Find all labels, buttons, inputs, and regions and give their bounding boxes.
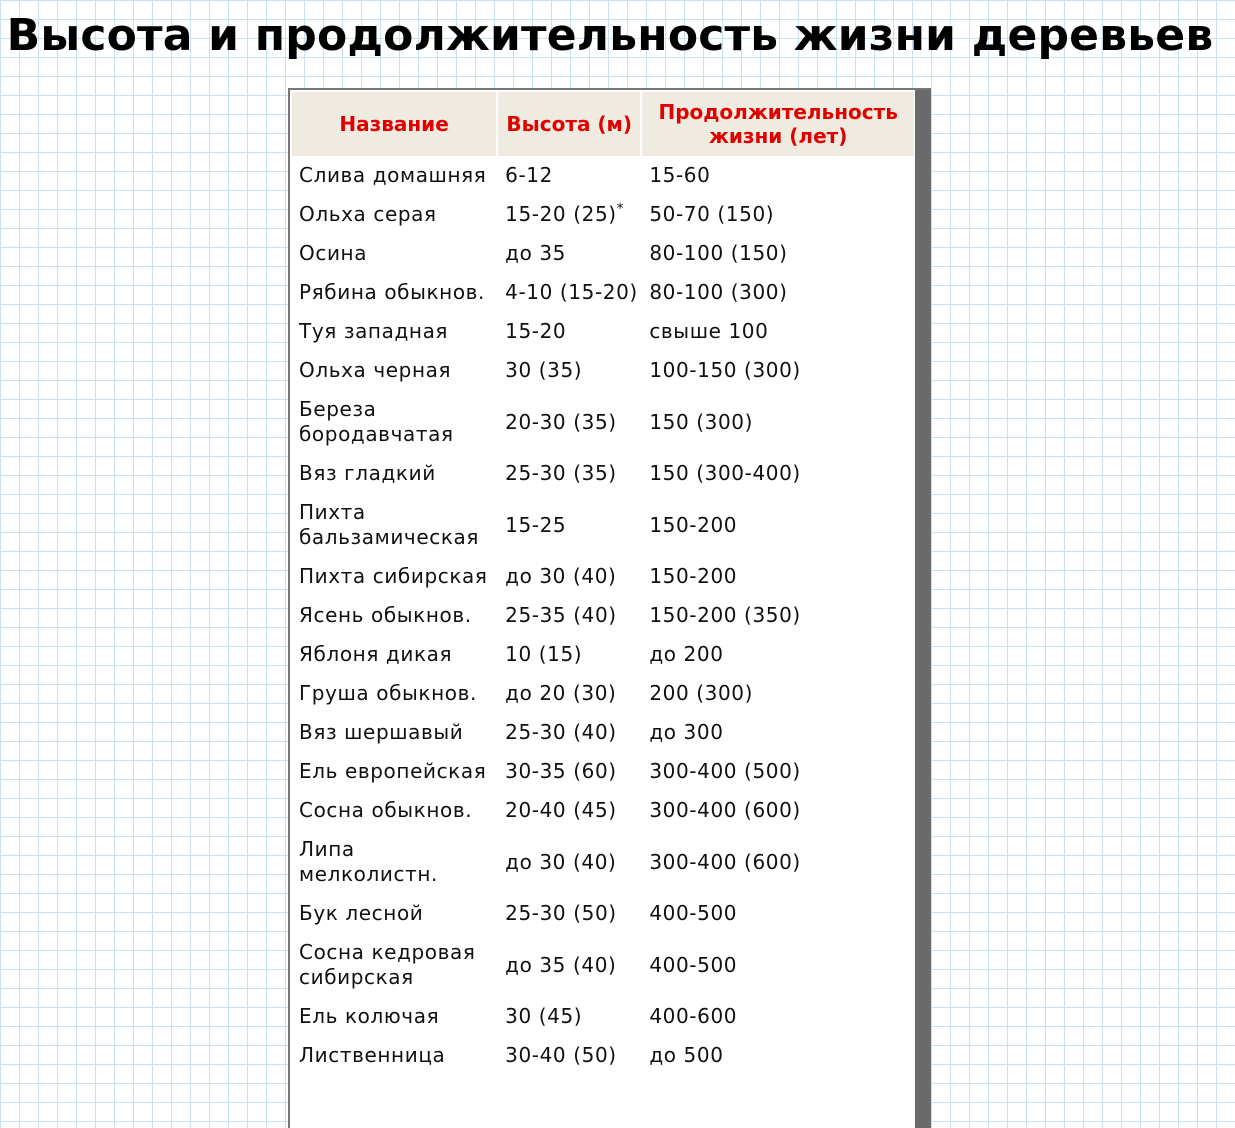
cell-lifespan: свыше 100 xyxy=(649,319,769,343)
cell-height-value: до 20 (30) xyxy=(505,681,617,705)
cell-lifespan: 150-200 xyxy=(649,512,738,537)
table-row xyxy=(292,390,914,454)
cell-lifespan: до 500 xyxy=(649,1043,724,1067)
cell-lifespan: 80-100 (300) xyxy=(649,280,788,304)
cell-height-value: 20-30 (35) xyxy=(505,409,617,434)
cell-height xyxy=(498,791,642,830)
cell-height xyxy=(498,674,642,713)
cell-height xyxy=(498,635,642,674)
table-row xyxy=(292,830,914,894)
cell-name: Ольха серая xyxy=(299,202,437,226)
footnote-marker: * xyxy=(616,201,625,217)
cell-height xyxy=(498,894,642,933)
cell-lifespan: 80-100 (150) xyxy=(649,241,788,265)
table-row xyxy=(292,635,914,674)
cell-height-value: до 30 (40) xyxy=(505,849,617,874)
cell-lifespan: 150 (300) xyxy=(649,409,754,434)
cell-name: Рябина обыкнов. xyxy=(299,280,486,304)
table-row xyxy=(292,493,914,557)
cell-name: Туя западная xyxy=(299,319,449,343)
cell-lifespan: до 300 xyxy=(649,720,724,744)
cell-lifespan: 15-60 xyxy=(649,163,711,187)
cell-name: Сосна кедровая сибирская xyxy=(299,940,476,989)
cell-lifespan: 300-400 (600) xyxy=(649,798,801,822)
cell-name: Слива домашняя xyxy=(299,163,487,187)
cell-name: Сосна обыкнов. xyxy=(299,798,473,822)
table-frame xyxy=(288,88,931,1128)
cell-height-value: 20-40 (45) xyxy=(505,798,617,822)
table-row xyxy=(292,713,914,752)
cell-height xyxy=(498,557,642,596)
cell-lifespan: 150-200 (350) xyxy=(649,603,801,627)
cell-name: Ясень обыкнов. xyxy=(299,603,472,627)
table-row xyxy=(292,273,914,312)
table-row xyxy=(292,312,914,351)
cell-height xyxy=(498,1036,642,1075)
cell-height xyxy=(498,713,642,752)
cell-height xyxy=(498,234,642,273)
table-row xyxy=(292,894,914,933)
cell-height xyxy=(498,273,642,312)
cell-height-value: 10 (15) xyxy=(505,642,583,666)
table-row xyxy=(292,195,914,234)
table-row xyxy=(292,557,914,596)
cell-name: Яблоня дикая xyxy=(299,642,453,666)
cell-lifespan: 50-70 (150) xyxy=(649,202,775,226)
cell-height-value: до 35 (40) xyxy=(505,952,617,977)
cell-height-value: 30-35 (60) xyxy=(505,759,617,783)
cell-height-value: 15-20 (25) xyxy=(505,202,617,226)
cell-height xyxy=(498,390,642,454)
cell-lifespan: 150 (300-400) xyxy=(649,461,801,485)
cell-height-value: 25-35 (40) xyxy=(505,603,617,627)
table-row xyxy=(292,674,914,713)
cell-lifespan: 150-200 xyxy=(649,564,738,588)
cell-height-value: 30 (35) xyxy=(505,358,583,382)
cell-height-value: 30 (45) xyxy=(505,1004,583,1028)
cell-name: Липа мелколистн. xyxy=(299,837,438,886)
cell-lifespan: 300-400 (500) xyxy=(649,759,801,783)
cell-height xyxy=(498,454,642,493)
cell-name: Пихта бальзамическая xyxy=(299,500,480,549)
table-row xyxy=(292,596,914,635)
cell-height xyxy=(498,997,642,1036)
cell-height-value: 25-30 (35) xyxy=(505,461,617,485)
cell-name: Ольха черная xyxy=(299,358,452,382)
cell-height xyxy=(498,493,642,557)
tree-table xyxy=(292,92,914,1075)
cell-height-value: до 35 xyxy=(505,241,567,265)
cell-name: Груша обыкнов. xyxy=(299,681,477,705)
cell-name: Бук лесной xyxy=(299,901,424,925)
table-body xyxy=(292,156,914,1075)
cell-name: Вяз гладкий xyxy=(299,461,436,485)
cell-lifespan: 100-150 (300) xyxy=(649,358,801,382)
cell-lifespan: 200 (300) xyxy=(649,681,754,705)
cell-lifespan: 400-500 xyxy=(649,901,738,925)
cell-lifespan: 400-500 xyxy=(649,952,738,977)
cell-lifespan: до 200 xyxy=(649,642,724,666)
cell-height-value: 6-12 xyxy=(505,163,553,187)
cell-lifespan: 400-600 xyxy=(649,1004,738,1028)
cell-height xyxy=(498,752,642,791)
cell-name: Пихта сибирская xyxy=(299,564,488,588)
cell-height-value: до 30 (40) xyxy=(505,564,617,588)
cell-height xyxy=(498,351,642,390)
cell-height-value: 25-30 (50) xyxy=(505,901,617,925)
cell-name: Лиственница xyxy=(299,1043,446,1067)
cell-height-value: 25-30 (40) xyxy=(505,720,617,744)
table-header-row xyxy=(292,92,914,156)
table-row xyxy=(292,156,914,195)
cell-height xyxy=(498,312,642,351)
table-row xyxy=(292,351,914,390)
cell-height-value: 4-10 (15-20) xyxy=(505,280,638,304)
cell-name: Вяз шершавый xyxy=(299,720,464,744)
cell-lifespan: 300-400 (600) xyxy=(649,849,801,874)
cell-height-value: 15-25 xyxy=(505,512,567,537)
cell-height xyxy=(498,596,642,635)
page-title: Высота и продолжительность жизни деревьев xyxy=(6,10,1214,61)
header-name: Название xyxy=(292,92,498,156)
cell-height xyxy=(498,933,642,997)
table-row xyxy=(292,997,914,1036)
cell-height-value: 15-20 xyxy=(505,319,567,343)
header-lifespan: Продолжительность жизни (лет) xyxy=(642,92,914,156)
cell-name: Береза бородавчатая xyxy=(299,397,454,446)
table-row xyxy=(292,791,914,830)
table-row xyxy=(292,454,914,493)
table-row xyxy=(292,933,914,997)
header-height: Высота (м) xyxy=(498,92,642,156)
table-row xyxy=(292,752,914,791)
cell-name: Осина xyxy=(299,241,368,265)
table-row xyxy=(292,234,914,273)
cell-height xyxy=(498,830,642,894)
cell-height xyxy=(498,195,642,234)
cell-name: Ель европейская xyxy=(299,759,487,783)
table-row xyxy=(292,1036,914,1075)
cell-height-value: 30-40 (50) xyxy=(505,1043,617,1067)
cell-height xyxy=(498,156,642,195)
cell-name: Ель колючая xyxy=(299,1004,440,1028)
